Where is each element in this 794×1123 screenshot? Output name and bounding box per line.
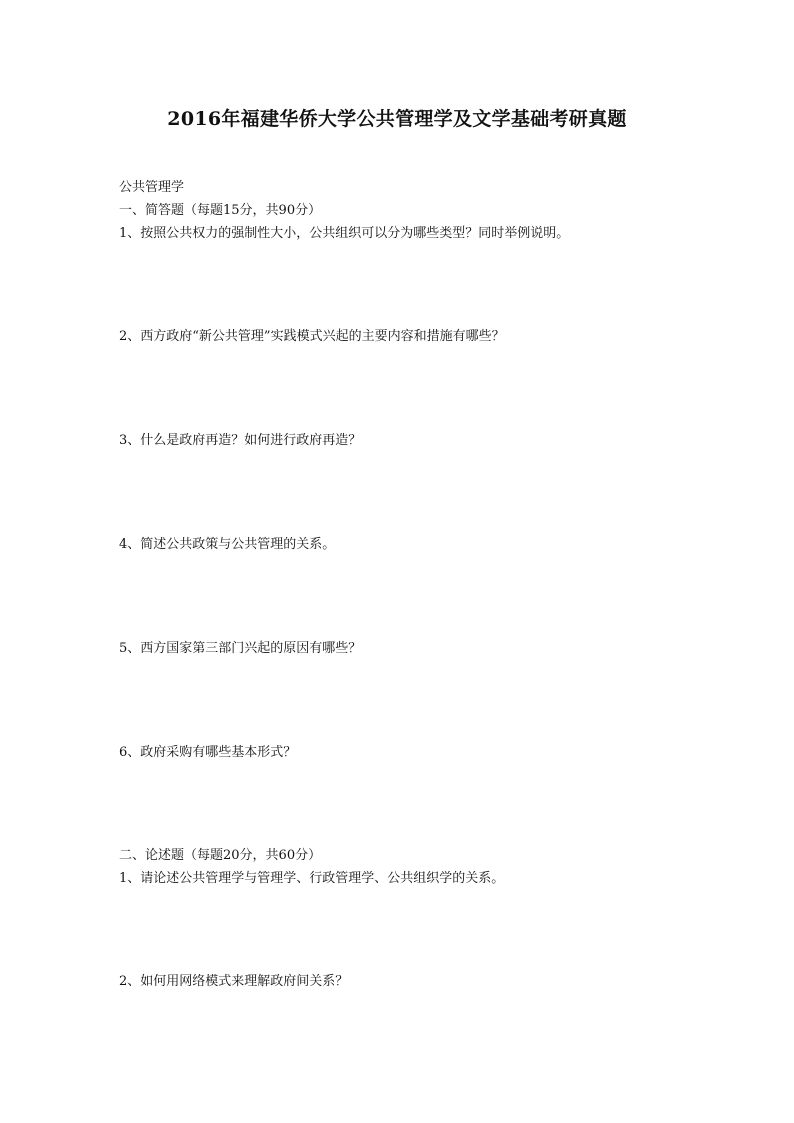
- section1-heading: 一、简答题（每题15分，共90分）: [119, 203, 322, 218]
- section2-heading: 二、论述题（每题20分，共60分）: [119, 848, 322, 863]
- section1-question-4: 4、简述公共政策与公共管理的关系。: [119, 537, 336, 552]
- section2-question-1: 1、请论述公共管理学与管理学、行政管理学、公共组织学的关系。: [119, 871, 505, 886]
- subject-label: 公共管理学: [119, 180, 185, 195]
- page-title: 2016年福建华侨大学公共管理学及文学基础考研真题: [167, 108, 627, 130]
- section1-question-5: 5、西方国家第三部门兴起的原因有哪些？: [119, 641, 362, 656]
- section1-question-2: 2、西方政府“新公共管理”实践模式兴起的主要内容和措施有哪些？: [119, 329, 505, 344]
- section1-question-6: 6、政府采购有哪些基本形式？: [119, 745, 297, 760]
- section2-question-2: 2、如何用网络模式来理解政府间关系？: [119, 974, 349, 989]
- section1-question-1: 1、按照公共权力的强制性大小，公共组织可以分为哪些类型？同时举例说明。: [119, 226, 570, 241]
- section1-question-3: 3、什么是政府再造？如何进行政府再造？: [119, 433, 362, 448]
